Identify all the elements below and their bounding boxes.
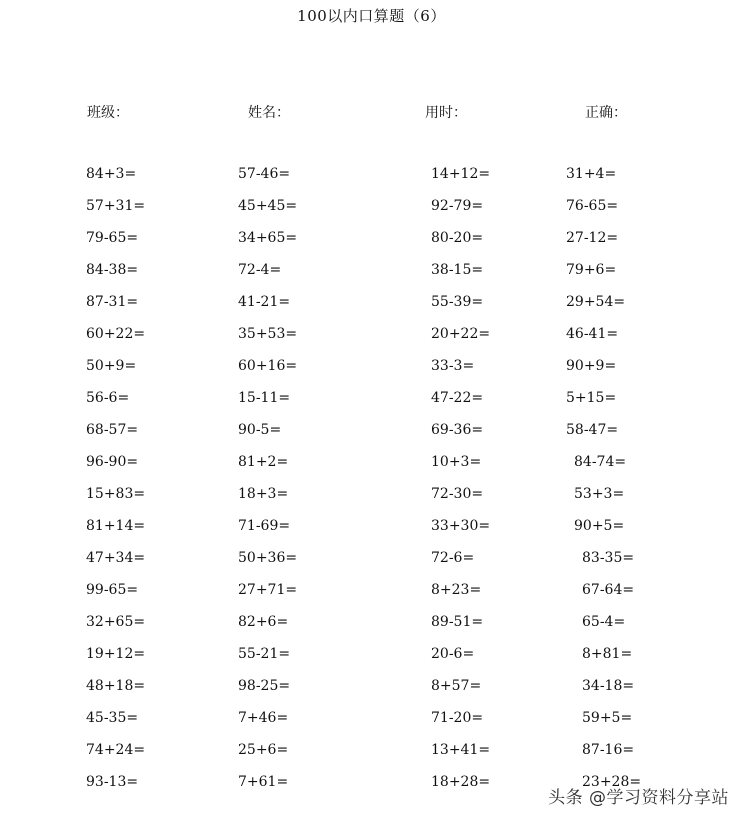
problem-c2-r20: 7+61= (238, 774, 289, 790)
problem-c2-r10: 81+2= (238, 454, 289, 470)
problem-c3-r16: 20-6= (431, 646, 475, 662)
problem-c1-r15: 32+65= (86, 614, 146, 630)
problem-c3-r12: 33+30= (431, 518, 491, 534)
problem-c4-r2: 76-65= (566, 198, 619, 214)
problem-c4-r6: 46-41= (566, 326, 619, 342)
problem-c3-r2: 92-79= (431, 198, 484, 214)
problem-c4-r9: 58-47= (566, 422, 619, 438)
problem-c3-r17: 8+57= (431, 678, 482, 694)
problem-c1-r5: 87-31= (86, 294, 139, 310)
problem-c2-r14: 27+71= (238, 582, 298, 598)
problem-c3-r5: 55-39= (431, 294, 484, 310)
problem-c4-r20: 23+28= (582, 774, 642, 790)
problem-c3-r11: 72-30= (431, 486, 484, 502)
problem-c2-r6: 35+53= (238, 326, 298, 342)
problem-c1-r10: 96-90= (86, 454, 139, 470)
problem-c1-r20: 93-13= (86, 774, 139, 790)
problem-c1-r14: 99-65= (86, 582, 139, 598)
problem-c4-r15: 65-4= (582, 614, 626, 630)
problem-c1-r3: 79-65= (86, 230, 139, 246)
problem-c3-r19: 13+41= (431, 742, 491, 758)
problem-c1-r1: 84+3= (86, 166, 137, 182)
problem-c1-r18: 45-35= (86, 710, 139, 726)
problem-c4-r1: 31+4= (566, 166, 617, 182)
problem-c2-r3: 34+65= (238, 230, 298, 246)
problem-c2-r9: 90-5= (238, 422, 282, 438)
name-label: 姓名： (248, 105, 290, 121)
problem-c3-r8: 47-22= (431, 390, 484, 406)
problem-c2-r12: 71-69= (238, 518, 291, 534)
problem-c4-r19: 87-16= (582, 742, 635, 758)
problem-c1-r12: 81+14= (86, 518, 146, 534)
problem-c1-r19: 74+24= (86, 742, 146, 758)
problem-c2-r16: 55-21= (238, 646, 291, 662)
problem-c4-r16: 8+81= (582, 646, 633, 662)
problem-c4-r5: 29+54= (566, 294, 626, 310)
problem-c3-r7: 33-3= (431, 358, 475, 374)
class-label: 班级： (87, 105, 129, 121)
problem-c1-r8: 56-6= (86, 390, 130, 406)
problem-c4-r11: 53+3= (574, 486, 625, 502)
problem-c4-r17: 34-18= (582, 678, 635, 694)
problem-c4-r3: 27-12= (566, 230, 619, 246)
problem-c2-r1: 57-46= (238, 166, 291, 182)
correct-label: 正确： (585, 105, 627, 121)
problem-c3-r4: 38-15= (431, 262, 484, 278)
problem-c2-r2: 45+45= (238, 198, 298, 214)
problem-c1-r7: 50+9= (86, 358, 137, 374)
problem-c1-r2: 57+31= (86, 198, 146, 214)
time-label: 用时： (425, 105, 467, 121)
problem-c1-r13: 47+34= (86, 550, 146, 566)
problem-c3-r13: 72-6= (431, 550, 475, 566)
problem-c4-r18: 59+5= (582, 710, 633, 726)
problem-c2-r18: 7+46= (238, 710, 289, 726)
problem-c3-r3: 80-20= (431, 230, 484, 246)
problem-c4-r4: 79+6= (566, 262, 617, 278)
problem-c2-r7: 60+16= (238, 358, 298, 374)
worksheet-title: 100以内口算题（6） (297, 7, 446, 25)
problem-c2-r13: 50+36= (238, 550, 298, 566)
problem-c4-r14: 67-64= (582, 582, 635, 598)
problem-c2-r15: 82+6= (238, 614, 289, 630)
problem-c3-r10: 10+3= (431, 454, 482, 470)
problem-c2-r8: 15-11= (238, 390, 291, 406)
problem-c1-r11: 15+83= (86, 486, 146, 502)
problem-c1-r6: 60+22= (86, 326, 146, 342)
problem-c3-r14: 8+23= (431, 582, 482, 598)
problem-c4-r7: 90+9= (566, 358, 617, 374)
problem-c4-r13: 83-35= (582, 550, 635, 566)
problem-c1-r9: 68-57= (86, 422, 139, 438)
problem-c2-r11: 18+3= (238, 486, 289, 502)
problem-c4-r10: 84-74= (574, 454, 627, 470)
problem-c2-r4: 72-4= (238, 262, 282, 278)
problem-c4-r12: 90+5= (574, 518, 625, 534)
problem-c2-r17: 98-25= (238, 678, 291, 694)
problem-c2-r19: 25+6= (238, 742, 289, 758)
problem-c3-r20: 18+28= (431, 774, 491, 790)
problem-c3-r18: 71-20= (431, 710, 484, 726)
problem-c2-r5: 41-21= (238, 294, 291, 310)
problem-c3-r1: 14+12= (431, 166, 491, 182)
problem-c1-r4: 84-38= (86, 262, 139, 278)
problem-c4-r8: 5+15= (566, 390, 617, 406)
problem-c3-r15: 89-51= (431, 614, 484, 630)
problem-c3-r6: 20+22= (431, 326, 491, 342)
problem-c1-r17: 48+18= (86, 678, 146, 694)
problem-c1-r16: 19+12= (86, 646, 146, 662)
watermark: 头条 @学习资料分享站 (548, 788, 729, 808)
problem-c3-r9: 69-36= (431, 422, 484, 438)
